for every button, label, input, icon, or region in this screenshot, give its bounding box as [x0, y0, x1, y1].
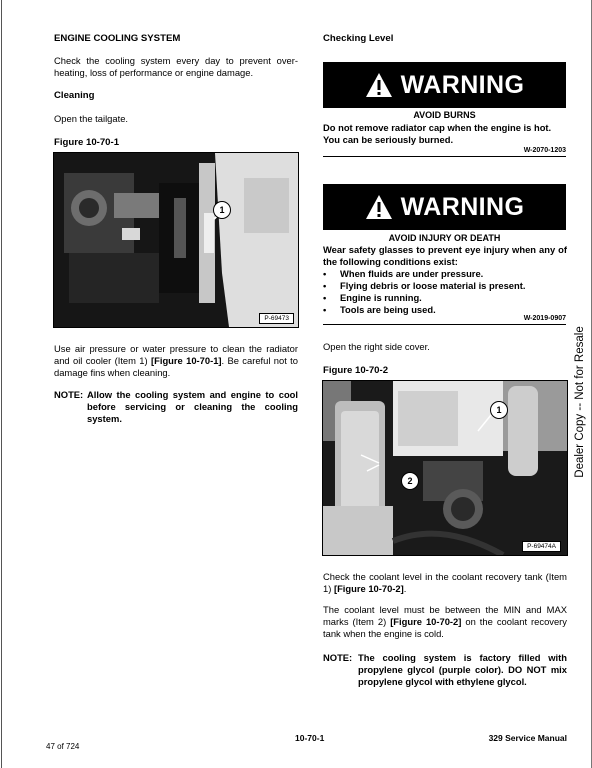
level-text-part1: The coolant level must be between the MIN and MAX marks (Item 2) — [323, 604, 567, 628]
dealer-copy-watermark: Dealer Copy -- Not for Resale — [574, 326, 586, 478]
engine-photo-illustration — [54, 153, 298, 327]
figure-1-code: P-69473 — [259, 313, 294, 324]
warning-2-bullet: • Tools are being used. — [323, 304, 567, 316]
check-coolant-text — [323, 571, 567, 595]
figure-2-callout-1: 1 — [490, 401, 508, 419]
warning-1-title: WARNING — [400, 70, 525, 99]
footer-page-number: 10-70-1 — [295, 733, 325, 743]
figure-1-callout-1: 1 — [213, 201, 231, 219]
warning-banner-2 — [323, 184, 566, 230]
warning-triangle-icon — [365, 72, 393, 98]
figure-reference: [Figure 10-70-1] — [150, 355, 222, 367]
warning-2-code: W-2019-0907 — [523, 315, 566, 322]
open-cover-text: Open the right side cover. — [323, 341, 430, 352]
footer-page-of: 47 of 724 — [46, 742, 80, 751]
warning-triangle-icon — [365, 194, 393, 220]
warning-2-body: Wear safety glasses to prevent eye injury when any of the following conditions exist: — [323, 244, 567, 268]
figure-reference: [Figure 10-70-2] — [333, 583, 404, 595]
warning-2-bullet: • When fluids are under pressure. — [323, 268, 567, 280]
note-text-right: The cooling system is factory filled with propylene glycol (purple color). DO NOT mix propylene glycol with ethylene glycol. — [358, 652, 567, 688]
figure-1-title: Figure 10-70-1 — [54, 137, 120, 148]
open-tailgate-text: Open the tailgate. — [54, 113, 129, 124]
cleaning-text-part2: . Be careful not to damage fins when cleaning. — [54, 355, 298, 379]
footer-manual-title: 329 Service Manual — [488, 733, 567, 743]
figure-2-photo — [322, 380, 568, 556]
note-label-left: NOTE: — [54, 389, 84, 400]
cleaning-instructions — [54, 343, 298, 379]
warning-1-line1: Do not remove radiator cap when the engine is hot. — [323, 122, 552, 133]
warning-2-title: WARNING — [400, 192, 525, 221]
checking-level-heading: Checking Level — [323, 33, 394, 44]
figure-2-code: P-69474A — [522, 541, 561, 552]
cleaning-heading: Cleaning — [54, 90, 95, 101]
warning-banner-1 — [323, 62, 566, 108]
note-text-left: Allow the cooling system and engine to cool before servicing or cleaning the cooling system. — [87, 389, 298, 425]
page-left-border — [1, 0, 2, 768]
intro-paragraph: Check the cooling system every day to prevent over-heating, loss of performance or engine damage. — [54, 55, 298, 79]
figure-1-photo — [53, 152, 299, 328]
warning-1-code: W-2070-1203 — [523, 147, 566, 154]
check-text-part1: Check the coolant level in the coolant recovery tank (Item 1) — [323, 571, 567, 595]
figure-reference: [Figure 10-70-2] — [390, 616, 462, 628]
warning-2-bullet: • Flying debris or loose material is present. — [323, 280, 567, 292]
note-label-right: NOTE: — [323, 652, 353, 663]
figure-2-title: Figure 10-70-2 — [323, 365, 389, 376]
figure-2-callout-2: 2 — [401, 472, 419, 490]
warning-2-bullet: • Engine is running. — [323, 292, 567, 304]
coolant-level-text — [323, 604, 567, 640]
warning-1-rule — [323, 156, 566, 157]
coolant-tank-photo-illustration — [323, 381, 567, 555]
warning-2-subtitle: AVOID INJURY OR DEATH — [388, 233, 501, 243]
check-text-part2: . — [403, 583, 407, 595]
section-title: ENGINE COOLING SYSTEM — [54, 33, 181, 44]
cleaning-text-part1: Use air pressure or water pressure to clean the radiator and oil cooler (Item 1) — [54, 343, 298, 367]
warning-2-rule — [323, 324, 566, 325]
warning-1-line2: You can be seriously burned. — [323, 134, 454, 145]
level-text-part2: on the coolant recovery tank when the engine is cold. — [323, 616, 567, 640]
warning-1-subtitle: AVOID BURNS — [413, 110, 476, 120]
warning-2-bullet-list — [323, 268, 567, 316]
